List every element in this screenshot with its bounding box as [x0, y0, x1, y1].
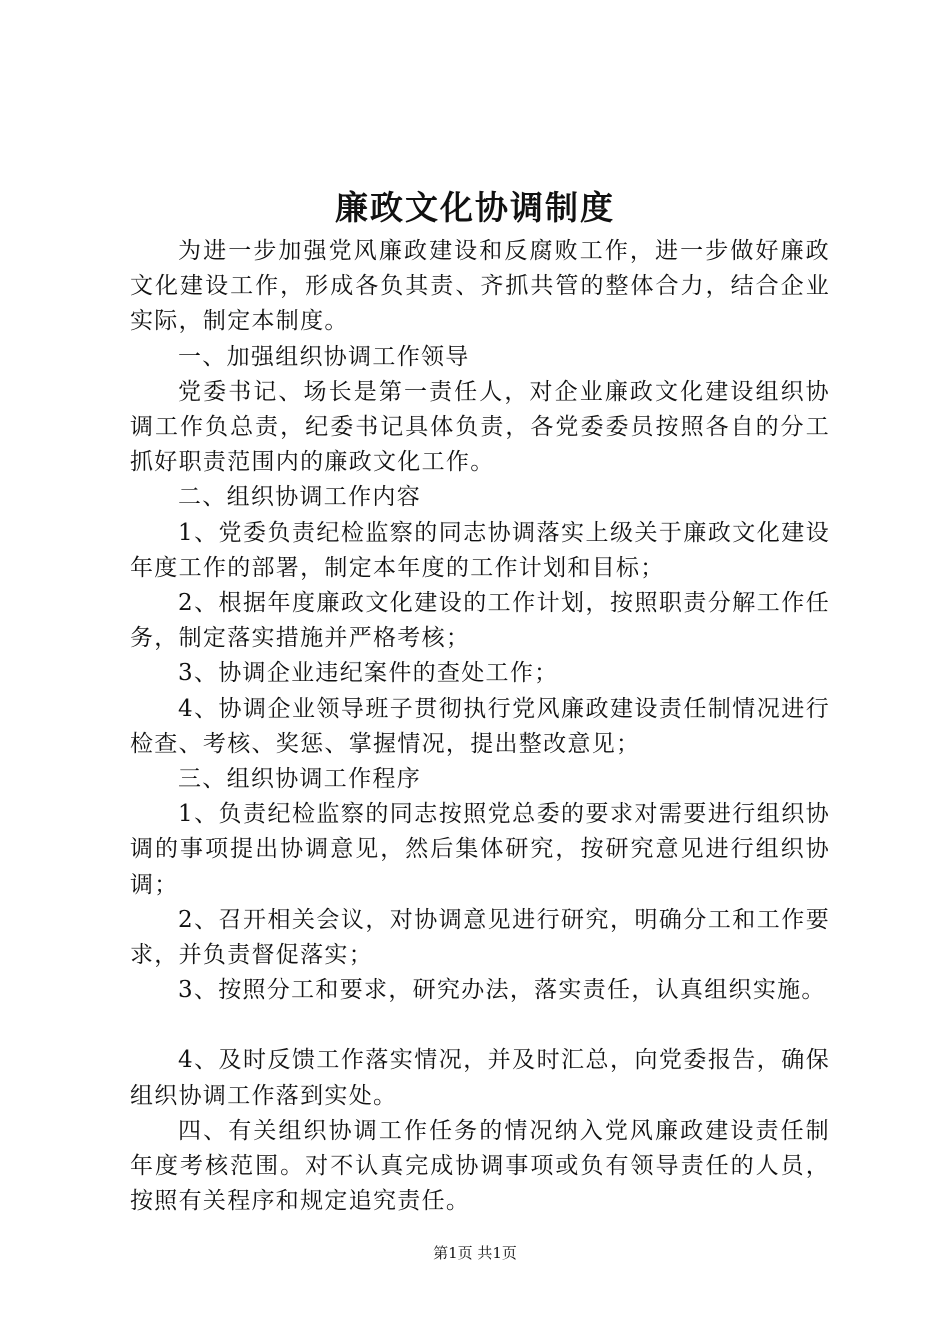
section-2-item-1: 1、党委负责纪检监察的同志协调落实上级关于廉政文化建设年度工作的部署，制定本年度的工作计划和目标；: [130, 519, 830, 581]
section-2-item-2: 2、根据年度廉政文化建设的工作计划，按照职责分解工作任务，制定落实措施并严格考核；: [130, 590, 830, 652]
section-1-paragraph: 党委书记、场长是第一责任人，对企业廉政文化建设组织协调工作负总责，纪委书记具体负责，各党委委员按照各自的分工抓好职责范围内的廉政文化工作。: [130, 378, 830, 476]
page-footer: 第1页 共1页: [433, 1244, 517, 1262]
section-3-item-1: 1、负责纪检监察的同志按照党总委的要求对需要进行组织协调的事项提出协调意见，然后集体研究，按研究意见进行组织协调；: [130, 801, 830, 898]
document-body: [130, 234, 830, 1219]
section-heading-2: 二、组织协调工作内容: [178, 484, 421, 511]
section-3-item-4: 4、及时反馈工作落实情况，并及时汇总，向党委报告，确保组织协调工作落到实处。: [130, 1047, 830, 1109]
section-3-item-3: 3、按照分工和要求，研究办法，落实责任，认真组织实施。: [178, 977, 826, 1004]
section-heading-1: 一、加强组织协调工作领导: [178, 343, 470, 370]
section-2-item-3: 3、协调企业违纪案件的查处工作；: [178, 660, 559, 687]
section-4-paragraph: 四、有关组织协调工作任务的情况纳入党风廉政建设责任制年度考核范围。对不认真完成协调事项或负有领导责任的人员，按照有关程序和规定追究责任。: [130, 1117, 830, 1215]
section-heading-3: 三、组织协调工作程序: [178, 766, 421, 793]
section-2-item-4: 4、协调企业领导班子贯彻执行党风廉政建设责任制情况进行检查、考核、奖惩、掌握情况，提出整改意见；: [130, 695, 830, 757]
section-3-item-2: 2、召开相关会议，对协调意见进行研究，明确分工和工作要求，并负责督促落实；: [130, 906, 830, 969]
document-title: 廉政文化协调制度: [335, 188, 615, 227]
intro-paragraph: 为进一步加强党风廉政建设和反腐败工作，进一步做好廉政文化建设工作，形成各负其责、齐抓共管的整体合力，结合企业实际，制定本制度。: [130, 238, 830, 335]
